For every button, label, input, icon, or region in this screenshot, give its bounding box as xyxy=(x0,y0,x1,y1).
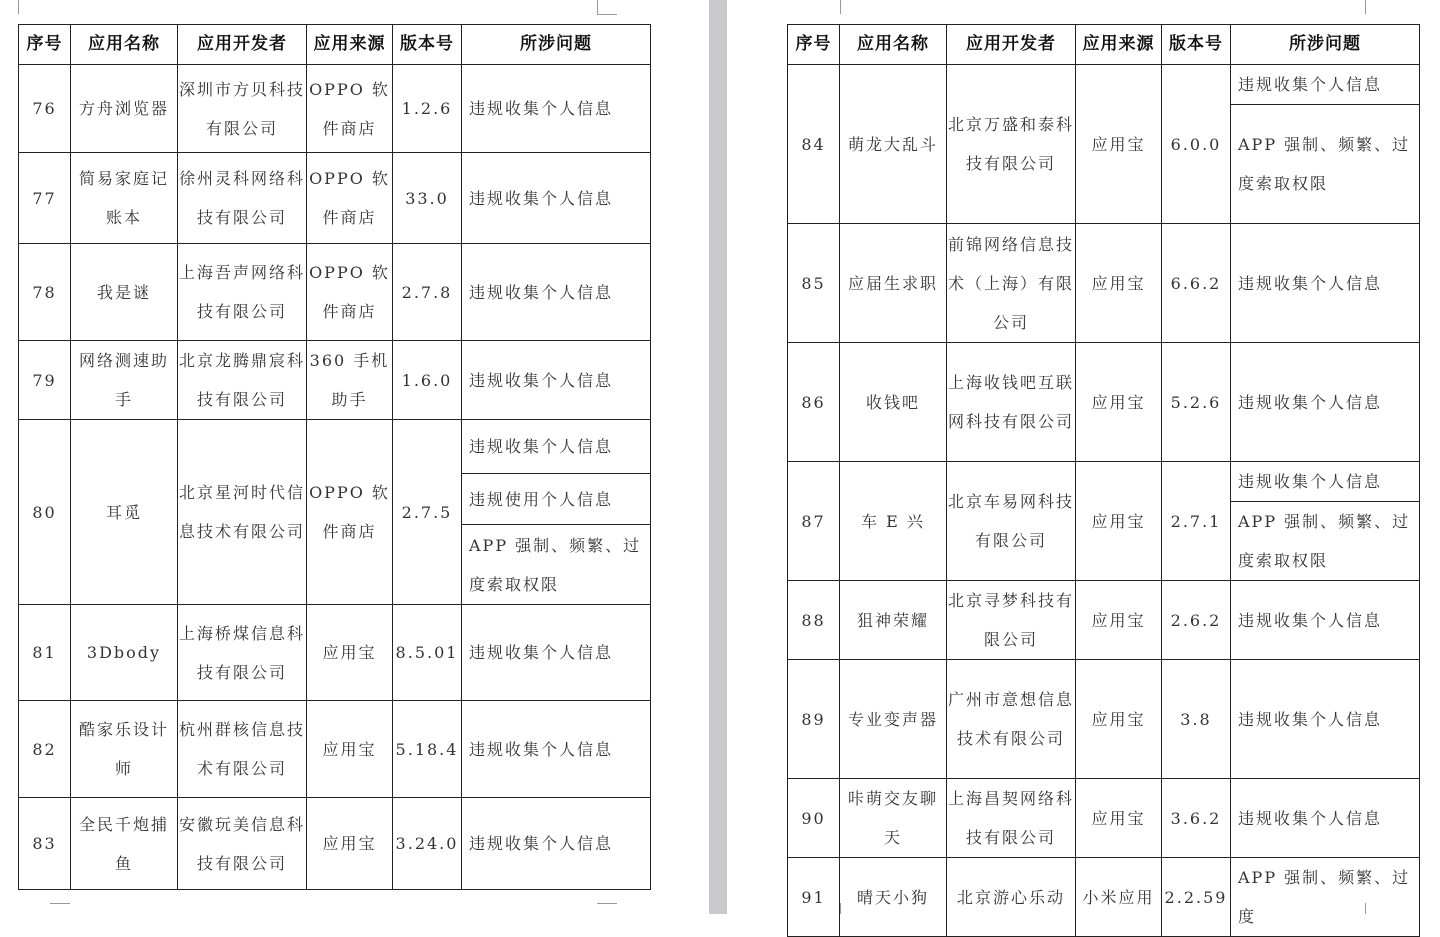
row-number: 83 xyxy=(19,798,71,890)
issue-text: 违规收集个人信息 xyxy=(462,65,651,153)
app-developer: 前锦网络信息技术（上海）有限公司 xyxy=(947,224,1076,343)
app-name: 网络测速助手 xyxy=(71,341,178,420)
app-source: 应用宝 xyxy=(1076,65,1162,224)
app-developer: 北京车易网科技有限公司 xyxy=(947,462,1076,581)
app-name: 狙神荣耀 xyxy=(840,581,947,660)
app-version: 3.24.0 xyxy=(393,798,462,890)
table-row xyxy=(19,341,651,420)
app-name: 咔萌交友聊天 xyxy=(840,779,947,858)
app-developer: 徐州灵科网络科技有限公司 xyxy=(178,153,307,244)
app-source: 应用宝 xyxy=(1076,343,1162,462)
header-developer: 应用开发者 xyxy=(947,25,1076,65)
page-gutter xyxy=(709,0,727,914)
app-table-right xyxy=(787,24,1420,937)
app-developer: 北京星河时代信息技术有限公司 xyxy=(178,420,307,605)
app-source: OPPO 软件商店 xyxy=(307,65,393,153)
header-version: 版本号 xyxy=(1162,25,1231,65)
table-header-row xyxy=(19,25,651,65)
app-developer: 上海昌契网络科技有限公司 xyxy=(947,779,1076,858)
row-number: 87 xyxy=(788,462,840,581)
app-developer: 北京龙腾鼎宸科技有限公司 xyxy=(178,341,307,420)
row-number: 79 xyxy=(19,341,71,420)
app-source: 应用宝 xyxy=(1076,779,1162,858)
app-developer: 上海桥煤信息科技有限公司 xyxy=(178,605,307,701)
header-developer: 应用开发者 xyxy=(178,25,307,65)
app-developer: 北京游心乐动 xyxy=(947,858,1076,937)
app-name: 简易家庭记账本 xyxy=(71,153,178,244)
crop-mark xyxy=(18,0,19,14)
issue-text: 违规收集个人信息 xyxy=(1231,224,1420,343)
issue-text: 违规收集个人信息 xyxy=(1231,660,1420,779)
table-row xyxy=(19,65,651,153)
table-row xyxy=(788,224,1420,343)
app-source: 小米应用 xyxy=(1076,858,1162,937)
app-source: 应用宝 xyxy=(307,701,393,798)
row-number: 82 xyxy=(19,701,71,798)
header-issue: 所涉问题 xyxy=(462,25,651,65)
app-version: 3.8 xyxy=(1162,660,1231,779)
header-app-name: 应用名称 xyxy=(840,25,947,65)
table-row xyxy=(788,660,1420,779)
app-source: 应用宝 xyxy=(1076,224,1162,343)
app-version: 5.2.6 xyxy=(1162,343,1231,462)
issue-text: 违规收集个人信息 xyxy=(1231,779,1420,858)
table-row xyxy=(19,798,651,890)
row-number: 90 xyxy=(788,779,840,858)
app-source: 应用宝 xyxy=(307,605,393,701)
issue-text: 违规收集个人信息 xyxy=(1231,65,1420,105)
app-source: OPPO 软件商店 xyxy=(307,244,393,341)
app-version: 1.6.0 xyxy=(393,341,462,420)
app-version: 8.5.01 xyxy=(393,605,462,701)
app-version: 5.18.4 xyxy=(393,701,462,798)
app-source: 应用宝 xyxy=(1076,660,1162,779)
table-row xyxy=(788,462,1420,502)
app-source: 应用宝 xyxy=(1076,462,1162,581)
issue-text: 违规收集个人信息 xyxy=(1231,343,1420,462)
app-version: 2.2.59 xyxy=(1162,858,1231,937)
app-name: 3Dbody xyxy=(71,605,178,701)
issue-text: 违规收集个人信息 xyxy=(462,420,651,474)
header-seq: 序号 xyxy=(19,25,71,65)
app-name: 酷家乐设计师 xyxy=(71,701,178,798)
app-version: 6.0.0 xyxy=(1162,65,1231,224)
table-header-row xyxy=(788,25,1420,65)
app-version: 2.7.1 xyxy=(1162,462,1231,581)
app-version: 2.6.2 xyxy=(1162,581,1231,660)
header-source: 应用来源 xyxy=(307,25,393,65)
crop-mark xyxy=(597,14,617,15)
app-developer: 深圳市方贝科技有限公司 xyxy=(178,65,307,153)
app-name: 专业变声器 xyxy=(840,660,947,779)
crop-mark xyxy=(840,0,841,14)
row-number: 80 xyxy=(19,420,71,605)
issue-text: 违规收集个人信息 xyxy=(462,341,651,420)
app-developer: 安徽玩美信息科技有限公司 xyxy=(178,798,307,890)
issue-text: 违规收集个人信息 xyxy=(1231,581,1420,660)
app-name: 收钱吧 xyxy=(840,343,947,462)
app-name: 萌龙大乱斗 xyxy=(840,65,947,224)
app-name: 全民千炮捕鱼 xyxy=(71,798,178,890)
crop-mark xyxy=(50,903,70,904)
issue-text: 违规使用个人信息 xyxy=(462,474,651,525)
table-row xyxy=(788,581,1420,660)
app-version: 1.2.6 xyxy=(393,65,462,153)
header-source: 应用来源 xyxy=(1076,25,1162,65)
table-row xyxy=(19,701,651,798)
header-seq: 序号 xyxy=(788,25,840,65)
table-row xyxy=(19,153,651,244)
issue-text: APP 强制、频繁、过度索取权限 xyxy=(462,525,651,605)
app-source: OPPO 软件商店 xyxy=(307,153,393,244)
row-number: 76 xyxy=(19,65,71,153)
app-source: 360 手机助手 xyxy=(307,341,393,420)
app-name: 晴天小狗 xyxy=(840,858,947,937)
app-source: OPPO 软件商店 xyxy=(307,420,393,605)
row-number: 88 xyxy=(788,581,840,660)
app-developer: 杭州群核信息技术有限公司 xyxy=(178,701,307,798)
issue-text: 违规收集个人信息 xyxy=(1231,462,1420,502)
app-developer: 北京寻梦科技有限公司 xyxy=(947,581,1076,660)
row-number: 81 xyxy=(19,605,71,701)
app-version: 3.6.2 xyxy=(1162,779,1231,858)
row-number: 78 xyxy=(19,244,71,341)
app-developer: 广州市意想信息技术有限公司 xyxy=(947,660,1076,779)
issue-text: 违规收集个人信息 xyxy=(462,153,651,244)
header-issue: 所涉问题 xyxy=(1231,25,1420,65)
table-row xyxy=(788,343,1420,462)
app-version: 33.0 xyxy=(393,153,462,244)
table-row xyxy=(788,858,1420,937)
app-developer: 上海收钱吧互联网科技有限公司 xyxy=(947,343,1076,462)
app-developer: 上海吾声网络科技有限公司 xyxy=(178,244,307,341)
issue-text: APP 强制、频繁、过度索取权限 xyxy=(1231,105,1420,224)
table-row xyxy=(788,65,1420,105)
issue-text: 违规收集个人信息 xyxy=(462,244,651,341)
issue-text: 违规收集个人信息 xyxy=(462,798,651,890)
table-row xyxy=(19,420,651,474)
row-number: 77 xyxy=(19,153,71,244)
crop-mark xyxy=(597,0,598,14)
row-number: 89 xyxy=(788,660,840,779)
crop-mark xyxy=(1365,0,1366,14)
app-source: 应用宝 xyxy=(1076,581,1162,660)
app-developer: 北京万盛和泰科技有限公司 xyxy=(947,65,1076,224)
row-number: 84 xyxy=(788,65,840,224)
app-version: 6.6.2 xyxy=(1162,224,1231,343)
app-name: 耳觅 xyxy=(71,420,178,605)
app-version: 2.7.5 xyxy=(393,420,462,605)
app-name: 车 E 兴 xyxy=(840,462,947,581)
row-number: 91 xyxy=(788,858,840,937)
issue-text: APP 强制、频繁、过度 xyxy=(1231,858,1420,937)
issue-text: 违规收集个人信息 xyxy=(462,701,651,798)
issue-text: 违规收集个人信息 xyxy=(462,605,651,701)
row-number: 86 xyxy=(788,343,840,462)
header-app-name: 应用名称 xyxy=(71,25,178,65)
table-row xyxy=(788,779,1420,858)
app-name: 应届生求职 xyxy=(840,224,947,343)
header-version: 版本号 xyxy=(393,25,462,65)
issue-text: APP 强制、频繁、过度索取权限 xyxy=(1231,502,1420,581)
table-row xyxy=(19,244,651,341)
table-row xyxy=(19,605,651,701)
crop-mark xyxy=(597,903,617,904)
app-name: 我是谜 xyxy=(71,244,178,341)
app-source: 应用宝 xyxy=(307,798,393,890)
app-table-left xyxy=(18,24,651,890)
app-version: 2.7.8 xyxy=(393,244,462,341)
row-number: 85 xyxy=(788,224,840,343)
app-name: 方舟浏览器 xyxy=(71,65,178,153)
